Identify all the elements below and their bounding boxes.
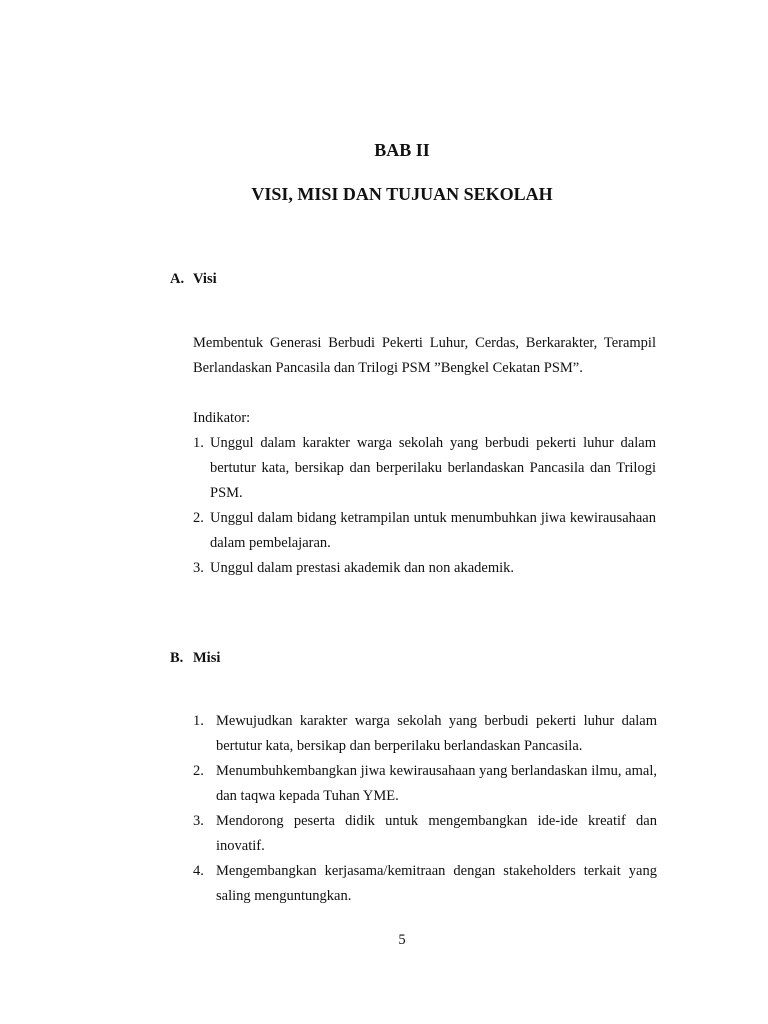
indicator-list — [193, 431, 656, 581]
section-a-letter: A. — [170, 271, 185, 287]
list-item-number: 1. — [193, 435, 204, 451]
misi-list — [193, 709, 657, 909]
misi-block — [193, 709, 657, 909]
list-item — [193, 809, 657, 859]
section-b-heading — [170, 650, 220, 667]
list-item — [193, 431, 656, 506]
list-item-number: 3. — [193, 813, 204, 829]
list-item-text: Menumbuhkembangkan jiwa kewirausahaan yang berlandaskan ilmu, amal, dan taqwa kepada Tuhan YME. — [216, 763, 657, 804]
visi-paragraph: Membentuk Generasi Berbudi Pekerti Luhur, Cerdas, Berkarakter, Terampil Berlandaskan Pancasila dan Trilogi PSM ”Bengkel Cekatan PSM”. — [193, 335, 656, 376]
list-item-number: 3. — [193, 560, 204, 576]
section-a-title: Visi — [193, 271, 217, 287]
list-item — [193, 759, 657, 809]
section-a-heading — [170, 271, 217, 288]
list-item-text: Mendorong peserta didik untuk mengembangkan ide-ide kreatif dan inovatif. — [216, 813, 657, 854]
list-item-text: Unggul dalam karakter warga sekolah yang berbudi pekerti luhur dalam bertutur kata, bersikap dan berperilaku berlandaskan Pancasila dan Trilogi PSM. — [210, 435, 656, 501]
indicator-block — [193, 406, 656, 581]
list-item-number: 2. — [193, 510, 204, 526]
list-item — [193, 556, 656, 581]
list-item-number: 4. — [193, 863, 204, 879]
list-item-number: 1. — [193, 713, 204, 729]
list-item — [193, 506, 656, 556]
list-item — [193, 709, 657, 759]
indicator-label: Indikator: — [193, 410, 251, 426]
chapter-number: BAB II — [374, 140, 430, 160]
visi-statement — [193, 331, 656, 381]
section-b-title: Misi — [193, 650, 221, 666]
list-item-text: Unggul dalam prestasi akademik dan non akademik. — [210, 560, 515, 576]
section-b-letter: B. — [170, 650, 184, 666]
list-item-text: Mewujudkan karakter warga sekolah yang berbudi pekerti luhur dalam bertutur kata, bersikap dan berperilaku berlandaskan Pancasila. — [216, 713, 657, 754]
page-number: 5 — [398, 932, 406, 948]
list-item — [193, 859, 657, 909]
list-item-text: Mengembangkan kerjasama/kemitraan dengan stakeholders terkait yang saling menguntungkan. — [216, 863, 657, 904]
list-item-text: Unggul dalam bidang ketrampilan untuk menumbuhkan jiwa kewirausahaan dalam pembelajaran. — [210, 510, 656, 551]
list-item-number: 2. — [193, 763, 204, 779]
chapter-title: VISI, MISI DAN TUJUAN SEKOLAH — [251, 184, 553, 204]
